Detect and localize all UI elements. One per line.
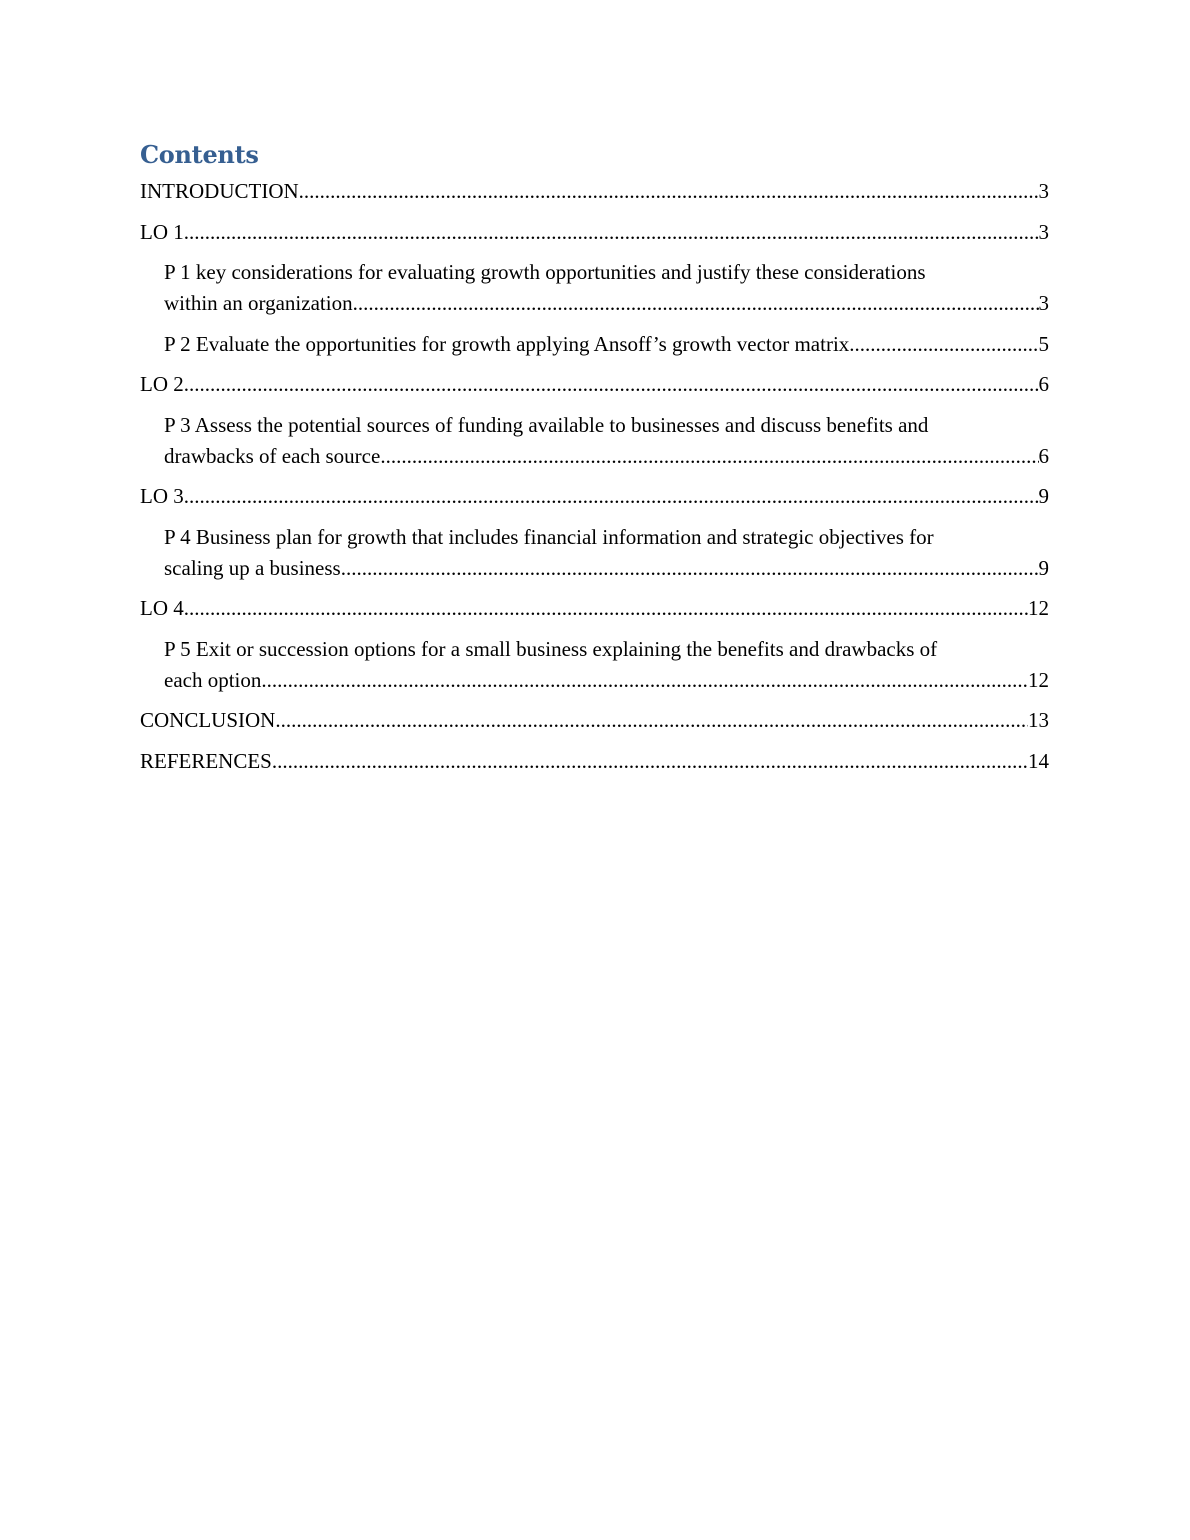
toc-page-number: 3	[1038, 179, 1049, 203]
toc-entry-label: INTRODUCTION	[140, 179, 299, 203]
toc-leader-dots	[261, 665, 1028, 696]
toc-page-number: 12	[1028, 667, 1049, 692]
toc-entry-label: within an organization	[164, 291, 353, 315]
toc-entry-label-line1: P 1 key considerations for evaluating growth opportunities and justify these considerations	[164, 260, 926, 284]
toc-entry-references[interactable]	[140, 746, 1049, 777]
toc-leader-dots	[341, 553, 1039, 584]
toc-leader-dots	[184, 369, 1039, 400]
toc-entry-lo4[interactable]	[140, 593, 1049, 624]
toc-page-number: 12	[1028, 596, 1049, 620]
toc-page-number: 14	[1028, 748, 1049, 773]
toc-page-number: 5	[1038, 331, 1049, 356]
toc-entry-p4[interactable]	[140, 522, 1049, 584]
toc-entry-label: LO 1	[140, 219, 184, 244]
toc-leader-dots	[353, 288, 1039, 319]
toc-leader-dots	[184, 217, 1039, 248]
toc-entry-p1[interactable]	[140, 257, 1049, 319]
toc-leader-dots	[272, 746, 1028, 777]
toc-entry-introduction[interactable]	[140, 176, 1049, 207]
toc-entry-conclusion[interactable]	[140, 705, 1049, 736]
toc-entry-label: P 2 Evaluate the opportunities for growth applying Ansoff’s growth vector matrix	[164, 331, 850, 356]
toc-page-number: 9	[1038, 484, 1049, 508]
toc-leader-dots	[849, 329, 1038, 360]
toc-entry-label-line1: P 3 Assess the potential sources of funding available to businesses and discuss benefits and	[164, 412, 929, 437]
toc-leader-dots	[184, 593, 1028, 624]
toc-leader-dots	[299, 176, 1039, 207]
toc-entry-lo3[interactable]	[140, 481, 1049, 512]
toc-entry-label: each option	[164, 667, 262, 692]
toc-entry-label-line1: P 4 Business plan for growth that includes financial information and strategic objectives for	[164, 524, 934, 549]
toc-leader-dots	[275, 705, 1028, 736]
toc-entry-label: REFERENCES	[140, 748, 272, 773]
toc-page-number: 6	[1038, 372, 1049, 396]
toc-page-number: 3	[1038, 219, 1049, 244]
toc-entry-label: LO 2	[140, 372, 184, 396]
toc-entry-p3[interactable]	[140, 410, 1049, 472]
toc-entry-label: LO 4	[140, 596, 184, 620]
toc-heading: Contents	[140, 140, 259, 169]
toc-page-number: 13	[1028, 708, 1049, 732]
toc-leader-dots	[380, 441, 1038, 472]
toc-entry-label: LO 3	[140, 484, 184, 508]
toc-entry-label-line1: P 5 Exit or succession options for a small business explaining the benefits and drawbacks of	[164, 636, 938, 661]
toc-entry-lo1[interactable]	[140, 217, 1049, 248]
table-of-contents	[140, 138, 1049, 786]
toc-entry-label: drawbacks of each source	[164, 443, 381, 468]
toc-entry-p2[interactable]	[140, 329, 1049, 360]
toc-entry-label: scaling up a business	[164, 555, 341, 580]
toc-page-number: 6	[1038, 443, 1049, 468]
toc-page-number: 9	[1038, 555, 1049, 580]
toc-entry-label: CONCLUSION	[140, 708, 276, 732]
toc-leader-dots	[184, 481, 1039, 512]
toc-entry-p5[interactable]	[140, 634, 1049, 696]
toc-entry-lo2[interactable]	[140, 369, 1049, 400]
toc-page-number: 3	[1038, 291, 1049, 315]
